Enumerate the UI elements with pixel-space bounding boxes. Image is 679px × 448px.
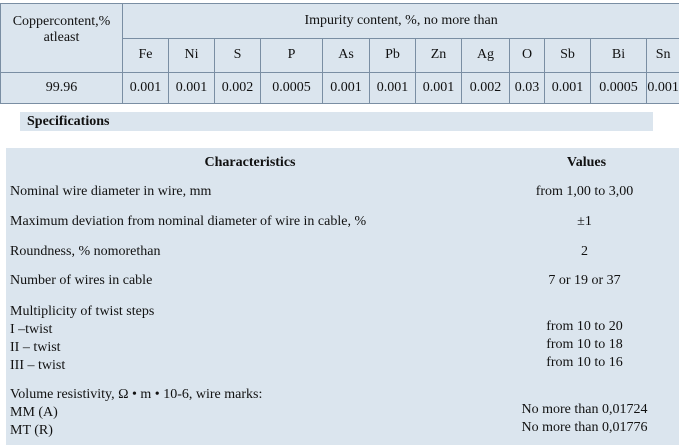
impurity-value: 0.002: [462, 73, 510, 104]
impurity-content-header: Impurity content, %, no more than: [123, 4, 679, 39]
spec-characteristic: [6, 207, 490, 237]
impurity-table: [0, 3, 679, 104]
element-header: Sb: [545, 38, 591, 73]
spec-value: [490, 207, 679, 237]
impurity-value: 0.001: [123, 73, 169, 104]
impurity-value: 0.001: [416, 73, 462, 104]
impurity-value: 0.001: [545, 73, 591, 104]
impurity-value: 0.001: [647, 73, 679, 104]
value-row: [1, 73, 679, 104]
impurity-value: 0.002: [215, 73, 261, 104]
values-header: Values: [566, 154, 607, 170]
spec-row: [6, 177, 679, 206]
spec-row: [6, 267, 679, 296]
characteristic-line: Volume resistivity, Ω • m • 10-6, wire marks:: [10, 387, 263, 403]
spec-characteristic: [6, 382, 490, 445]
characteristic-line: II – twist: [10, 339, 61, 355]
spec-value: [490, 267, 679, 296]
value-line: No more than 0,01776: [521, 420, 648, 436]
spec-value: [490, 177, 679, 206]
characteristic-line: Roundness, % nomorethan: [10, 243, 161, 259]
characteristic-line: Maximum deviation from nominal diameter of wire in cable, %: [10, 213, 367, 229]
impurity-value: 0.001: [169, 73, 215, 104]
spec-characteristic: [6, 237, 490, 266]
value-line: from 10 to 18: [546, 336, 623, 352]
value-line: ±1: [577, 213, 592, 229]
spec-characteristic: [6, 177, 490, 206]
spec-characteristic: [6, 267, 490, 296]
impurity-value: 0.001: [370, 73, 416, 104]
specifications-table: [6, 148, 679, 445]
value-line: No more than 0,01724: [521, 402, 648, 418]
impurity-value: 0.03: [510, 73, 545, 104]
spec-row: [6, 382, 679, 445]
element-header: Zn: [416, 38, 462, 73]
value-line: from 10 to 16: [546, 354, 623, 370]
spec-value: [490, 296, 679, 382]
element-header: Fe: [123, 38, 169, 73]
impurity-value: 0.001: [323, 73, 370, 104]
element-header: Bi: [591, 38, 647, 73]
element-header: Sn: [647, 38, 679, 73]
characteristic-line: I –twist: [10, 321, 53, 337]
copper-value: 99.96: [1, 73, 123, 104]
characteristic-line: III – twist: [10, 357, 66, 373]
element-header: Ni: [169, 38, 215, 73]
value-line: 7 or 19 or 37: [548, 273, 621, 289]
value-line: from 1,00 to 3,00: [535, 184, 634, 200]
spec-row: [6, 296, 679, 382]
element-header: Ag: [462, 38, 510, 73]
value-line: 2: [581, 243, 588, 259]
element-header: As: [323, 38, 370, 73]
characteristic-line: MM (A): [10, 405, 58, 421]
copper-content-header: Coppercontent,% atleast: [1, 4, 123, 73]
element-header: Pb: [370, 38, 416, 73]
specifications-header-row: [6, 148, 679, 177]
element-header: O: [510, 38, 545, 73]
characteristic-line: MT (R): [10, 423, 53, 439]
value-line: from 10 to 20: [546, 318, 623, 334]
specifications-heading: Specifications: [20, 112, 653, 131]
spec-characteristic: [6, 296, 490, 382]
spec-value: [490, 382, 679, 445]
spec-row: [6, 207, 679, 237]
element-header: P: [261, 38, 323, 73]
characteristic-line: Nominal wire diameter in wire, mm: [10, 184, 212, 200]
impurity-value: 0.0005: [261, 73, 323, 104]
characteristics-header: Characteristics: [204, 154, 296, 170]
element-header: S: [215, 38, 261, 73]
spec-value: [490, 237, 679, 266]
impurity-value: 0.0005: [591, 73, 647, 104]
characteristic-line: Number of wires in cable: [10, 273, 153, 289]
characteristic-line: Multiplicity of twist steps: [10, 303, 155, 319]
spec-row: [6, 237, 679, 266]
